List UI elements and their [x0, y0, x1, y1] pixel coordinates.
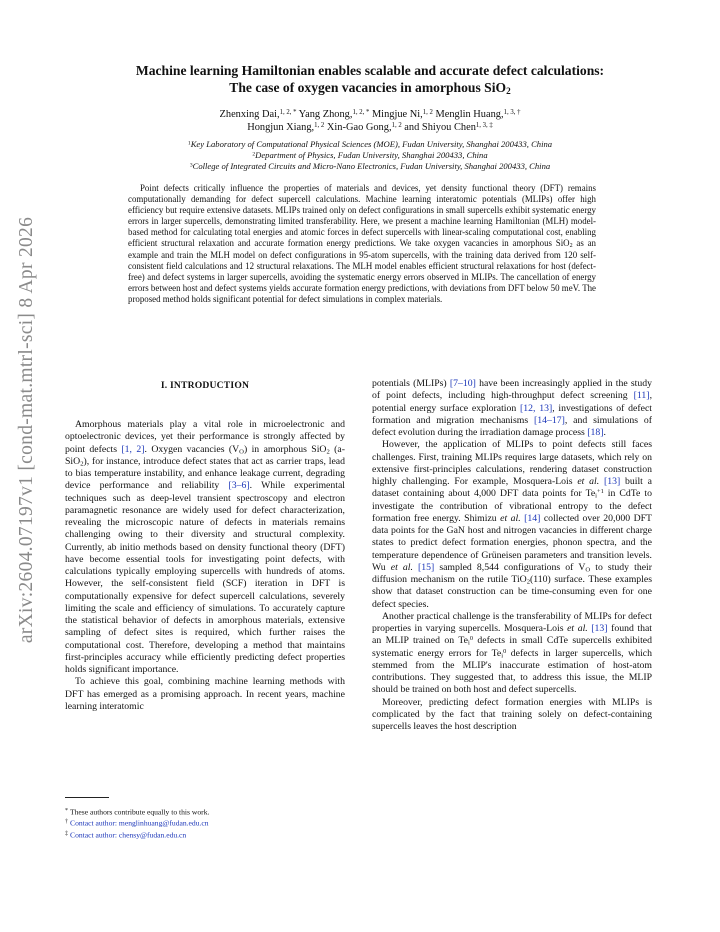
author-affil-mark: 1, 2, *	[279, 108, 297, 116]
author-name: Yang Zhong,	[298, 109, 353, 120]
subscript: O	[239, 447, 244, 455]
paragraph	[65, 419, 345, 676]
author-affil-mark: 1, 2	[422, 108, 433, 116]
author-list	[60, 108, 680, 135]
et-al: et al.	[567, 623, 588, 634]
citation-link[interactable]: [11]	[633, 390, 650, 402]
footnote	[65, 817, 345, 828]
citation-link[interactable]: [14–17]	[534, 414, 565, 426]
title-line-2-text: The case of oxygen vacancies in amorphous SiO	[229, 80, 507, 95]
citation-link[interactable]: [1, 2]	[121, 443, 145, 455]
body-text: , potential energy surface exploration	[372, 390, 652, 414]
citation-link[interactable]: [12, 13]	[520, 402, 553, 414]
author-name: Zhenxing Dai,	[219, 109, 280, 120]
author-name: Mingjue Ni,	[371, 109, 423, 120]
author-affil-mark: 1, 2, *	[352, 108, 370, 116]
paper-title	[60, 62, 680, 96]
body-text: Amorphous materials play a vital role in microelectronic and optoelectronic devices, yet their performance is strongly affected by point defects	[65, 419, 345, 455]
abstract-text: Point defects critically influence the properties of materials and devices, yet density functional theory (DFT) remains computationally demanding for defect supercell calculations. Machine learning interatomic potentials (MLIPs) offer high efficiency but require extensive datasets. MLIPs trained only on defect configurations in small supercells exhibit systematic energy errors in larger supercells, demonstrating limited transferability. Here, we present a machine learning Hamiltonian (MLH) model-based method for calculating total energies and atomic forces in defect supercells with linear-scaling computational cost, enabling efficient structural relaxation and accurate formation energy predictions. We take oxygen vacancies in amorphous SiO	[128, 183, 596, 249]
section-heading-introduction: I. INTRODUCTION	[160, 380, 250, 391]
abstract-subscript: 2	[569, 243, 573, 250]
body-text: (110) surface. These examples show that dataset construction can be time-consuming even for one defect species.	[372, 574, 653, 610]
arxiv-stamp	[14, 210, 40, 650]
superscript: 0	[469, 635, 474, 643]
body-text: built a dataset containing about 4,000 DFT data points for Te	[372, 476, 653, 500]
author-line-2	[60, 121, 680, 134]
author-affil-mark: 1, 3, ‡	[475, 122, 493, 130]
citation-link[interactable]: [18]	[587, 427, 604, 438]
body-text: However, the application of MLIPs to point defects still faces challenges. First, training MLIPs requires large datasets, which rely on extensive first-principles calculations, rendering dataset construction highly challenging. For example, Mosquera-Lois	[372, 439, 652, 487]
contact-email-link[interactable]: Contact author: menglinhuang@fudan.edu.cn	[70, 818, 209, 828]
citation-link[interactable]: [15]	[417, 561, 435, 573]
footnote-symbol: *	[65, 808, 68, 814]
body-text: . While experimental techniques such as deep-level transient spectroscopy and electron paramagnetic resonance are widely used for defect characterization, revealing the microscopic nature of defects in materials remains challenging owing to their diversity and structural complexity. Currently, ab initio methods based on density functional theory (DFT) have become essential tools for investigating point defects, with calculations typically employing supercells with hundreds of atoms. However, the self-consistent field (SCF) iteration in DFT is computationally expensive for defect supercell calculations, severely limiting the scale and efficiency of simulations. To accurately capture the statistical behavior of defects in amorphous materials, extensive sampling of defect sites is required, which further raises the computational cost. Therefore, developing a method that maintains first-principles accuracy while efficiently predicting defect properties holds significant importance.	[65, 480, 346, 675]
footnote-symbol: †	[65, 819, 68, 826]
subscript: i	[501, 651, 504, 659]
body-text: (a-SiO	[65, 443, 345, 467]
paragraph	[372, 439, 652, 611]
subscript: O	[585, 566, 591, 574]
body-text: in CdTe to investigate the contribution of vibrational entropy to the defect formation free energy. Shimizu	[372, 488, 652, 524]
subscript: 2	[526, 578, 531, 586]
author-affil-mark: 1, 3, †	[503, 108, 521, 116]
body-text: sampled 8,544 configurations of V	[434, 561, 586, 573]
body-text: Another practical challenge is the transferability of MLIPs for defect properties in varying supercells. Mosquera-Lois	[372, 610, 652, 634]
affiliation-text: College of Integrated Circuits and Micro-Nano Electronics, Fudan University, Shanghai 200433, China	[192, 161, 551, 171]
body-text: collected over 20,000 DFT data points for the GaN host and nitrogen vacancies in different charge states to predict defect formation energies, phonon spectra, and the temperature dependence of Grüneisen parameters and transition levels. Wu	[372, 512, 652, 573]
author-line-1	[60, 108, 680, 121]
paragraph	[372, 378, 652, 439]
author-name: Xin-Gao Gong,	[326, 122, 392, 134]
affiliations	[60, 139, 680, 172]
contact-email-link[interactable]: Contact author: chensy@fudan.edu.cn	[70, 830, 187, 840]
author-name: Menglin Huang,	[435, 109, 504, 120]
footnotes	[65, 797, 345, 840]
body-text: potentials (MLIPs)	[372, 378, 450, 389]
subscript: i	[595, 492, 598, 500]
superscript: 0	[503, 647, 507, 655]
affiliation-number: 2	[252, 151, 256, 158]
body-text: ) in amorphous SiO	[243, 443, 327, 455]
citation-link[interactable]: [7–10]	[449, 378, 476, 389]
left-column	[65, 380, 345, 713]
et-al: et al.	[390, 561, 413, 573]
citation-link[interactable]: [13]	[591, 623, 608, 634]
citation-link[interactable]: [3–6]	[228, 480, 250, 492]
title-line-1: Machine learning Hamiltonian enables scalable and accurate defect calculations:	[135, 63, 605, 78]
title-line-2	[60, 79, 680, 96]
affiliation-number: 3	[189, 162, 193, 169]
body-text: .	[603, 427, 606, 438]
affiliation-text: Key Laboratory of Computational Physical Sciences (MOE), Fudan University, Shanghai 200433, China	[190, 139, 553, 149]
abstract	[128, 183, 596, 305]
body-text: found that an MLIP trained on Te	[372, 623, 652, 647]
author-name: Shiyou Chen	[421, 122, 476, 134]
subscript: 2	[80, 460, 84, 468]
body-text: have been increasingly applied in the study of point defects, including high-throughput defect screening	[372, 378, 652, 402]
title-subscript: 2	[506, 85, 511, 96]
citation-link[interactable]: [14]	[524, 512, 541, 524]
body-text: to study their diffusion mechanism on the rutile TiO	[372, 561, 652, 585]
paragraph: To achieve this goal, combining machine learning methods with DFT has emerged as a promising approach. In recent years, machine learning interatomic	[65, 676, 345, 712]
footnote-rule	[65, 797, 109, 798]
footnote	[65, 806, 345, 817]
body-text: defects in larger supercells, which stemmed from the MLIP's inaccurate estimation of host-atom contributions. They suggested that, to address this issue, the MLIP should be trained on both host and defect supercells.	[372, 647, 652, 696]
affiliation-1	[60, 139, 680, 150]
author-name: Hongjun Xiang,	[247, 122, 315, 134]
body-text: , investigations of defect formation and migration mechanisms	[372, 402, 652, 426]
footnote	[65, 829, 345, 840]
affiliation-3	[60, 161, 680, 172]
citation-link[interactable]: [13]	[603, 476, 621, 487]
footnote-symbol: ‡	[65, 830, 68, 837]
et-al: et al.	[500, 512, 521, 524]
footnote-text: These authors contribute equally to this work.	[70, 807, 210, 817]
body-text: ), for instance, introduce defect states that act as carrier traps, lead to bias temperature instability, and enhance leakage current, degrading device performance and reliability	[65, 455, 345, 492]
affiliation-text: Department of Physics, Fudan University, Shanghai 200433, China	[255, 150, 488, 160]
subscript: 2	[326, 447, 330, 455]
author-affil-mark: 1, 2	[391, 122, 402, 130]
paragraph: Moreover, predicting defect formation energies with MLIPs is complicated by the fact that training solely on defect-containing supercells leaves the host description	[372, 696, 652, 732]
arxiv-stamp-text: arXiv:2604.07197v1 [cond-mat.mtrl-sci] 8 Apr 2026	[16, 216, 37, 644]
author-affil-mark: 1, 2	[314, 122, 325, 130]
superscript: +1	[597, 488, 604, 496]
body-text: , and simulations of defect evolution during the irradiation damage process	[372, 414, 652, 438]
right-column	[372, 378, 652, 733]
author-conjunction: and	[404, 122, 420, 134]
paragraph	[372, 611, 652, 697]
body-text: defects in small CdTe supercells exhibited systematic energy errors for Te	[372, 635, 652, 659]
subscript: i	[468, 639, 470, 647]
affiliation-number: 1	[187, 140, 191, 147]
affiliation-2	[60, 150, 680, 161]
et-al: et al.	[577, 476, 600, 487]
body-text: . Oxygen vacancies (V	[144, 443, 240, 455]
abstract-text: as an example and train the MLH model on defect configurations in 95-atom supercells, with the training data derived from 120 self-consistent field calculations and 12 structural relaxations. The MLH model enables efficient structural relaxations for host (defect-free) and defect systems in larger supercells, avoiding the systematic energy errors observed in MLIPs. The cancellation of energy errors between host and defect systems yields accurate formation energy predictions, with deviations from DFT below 50 meV. The proposed method holds significant potential for defect simulations in complex materials.	[128, 238, 596, 304]
